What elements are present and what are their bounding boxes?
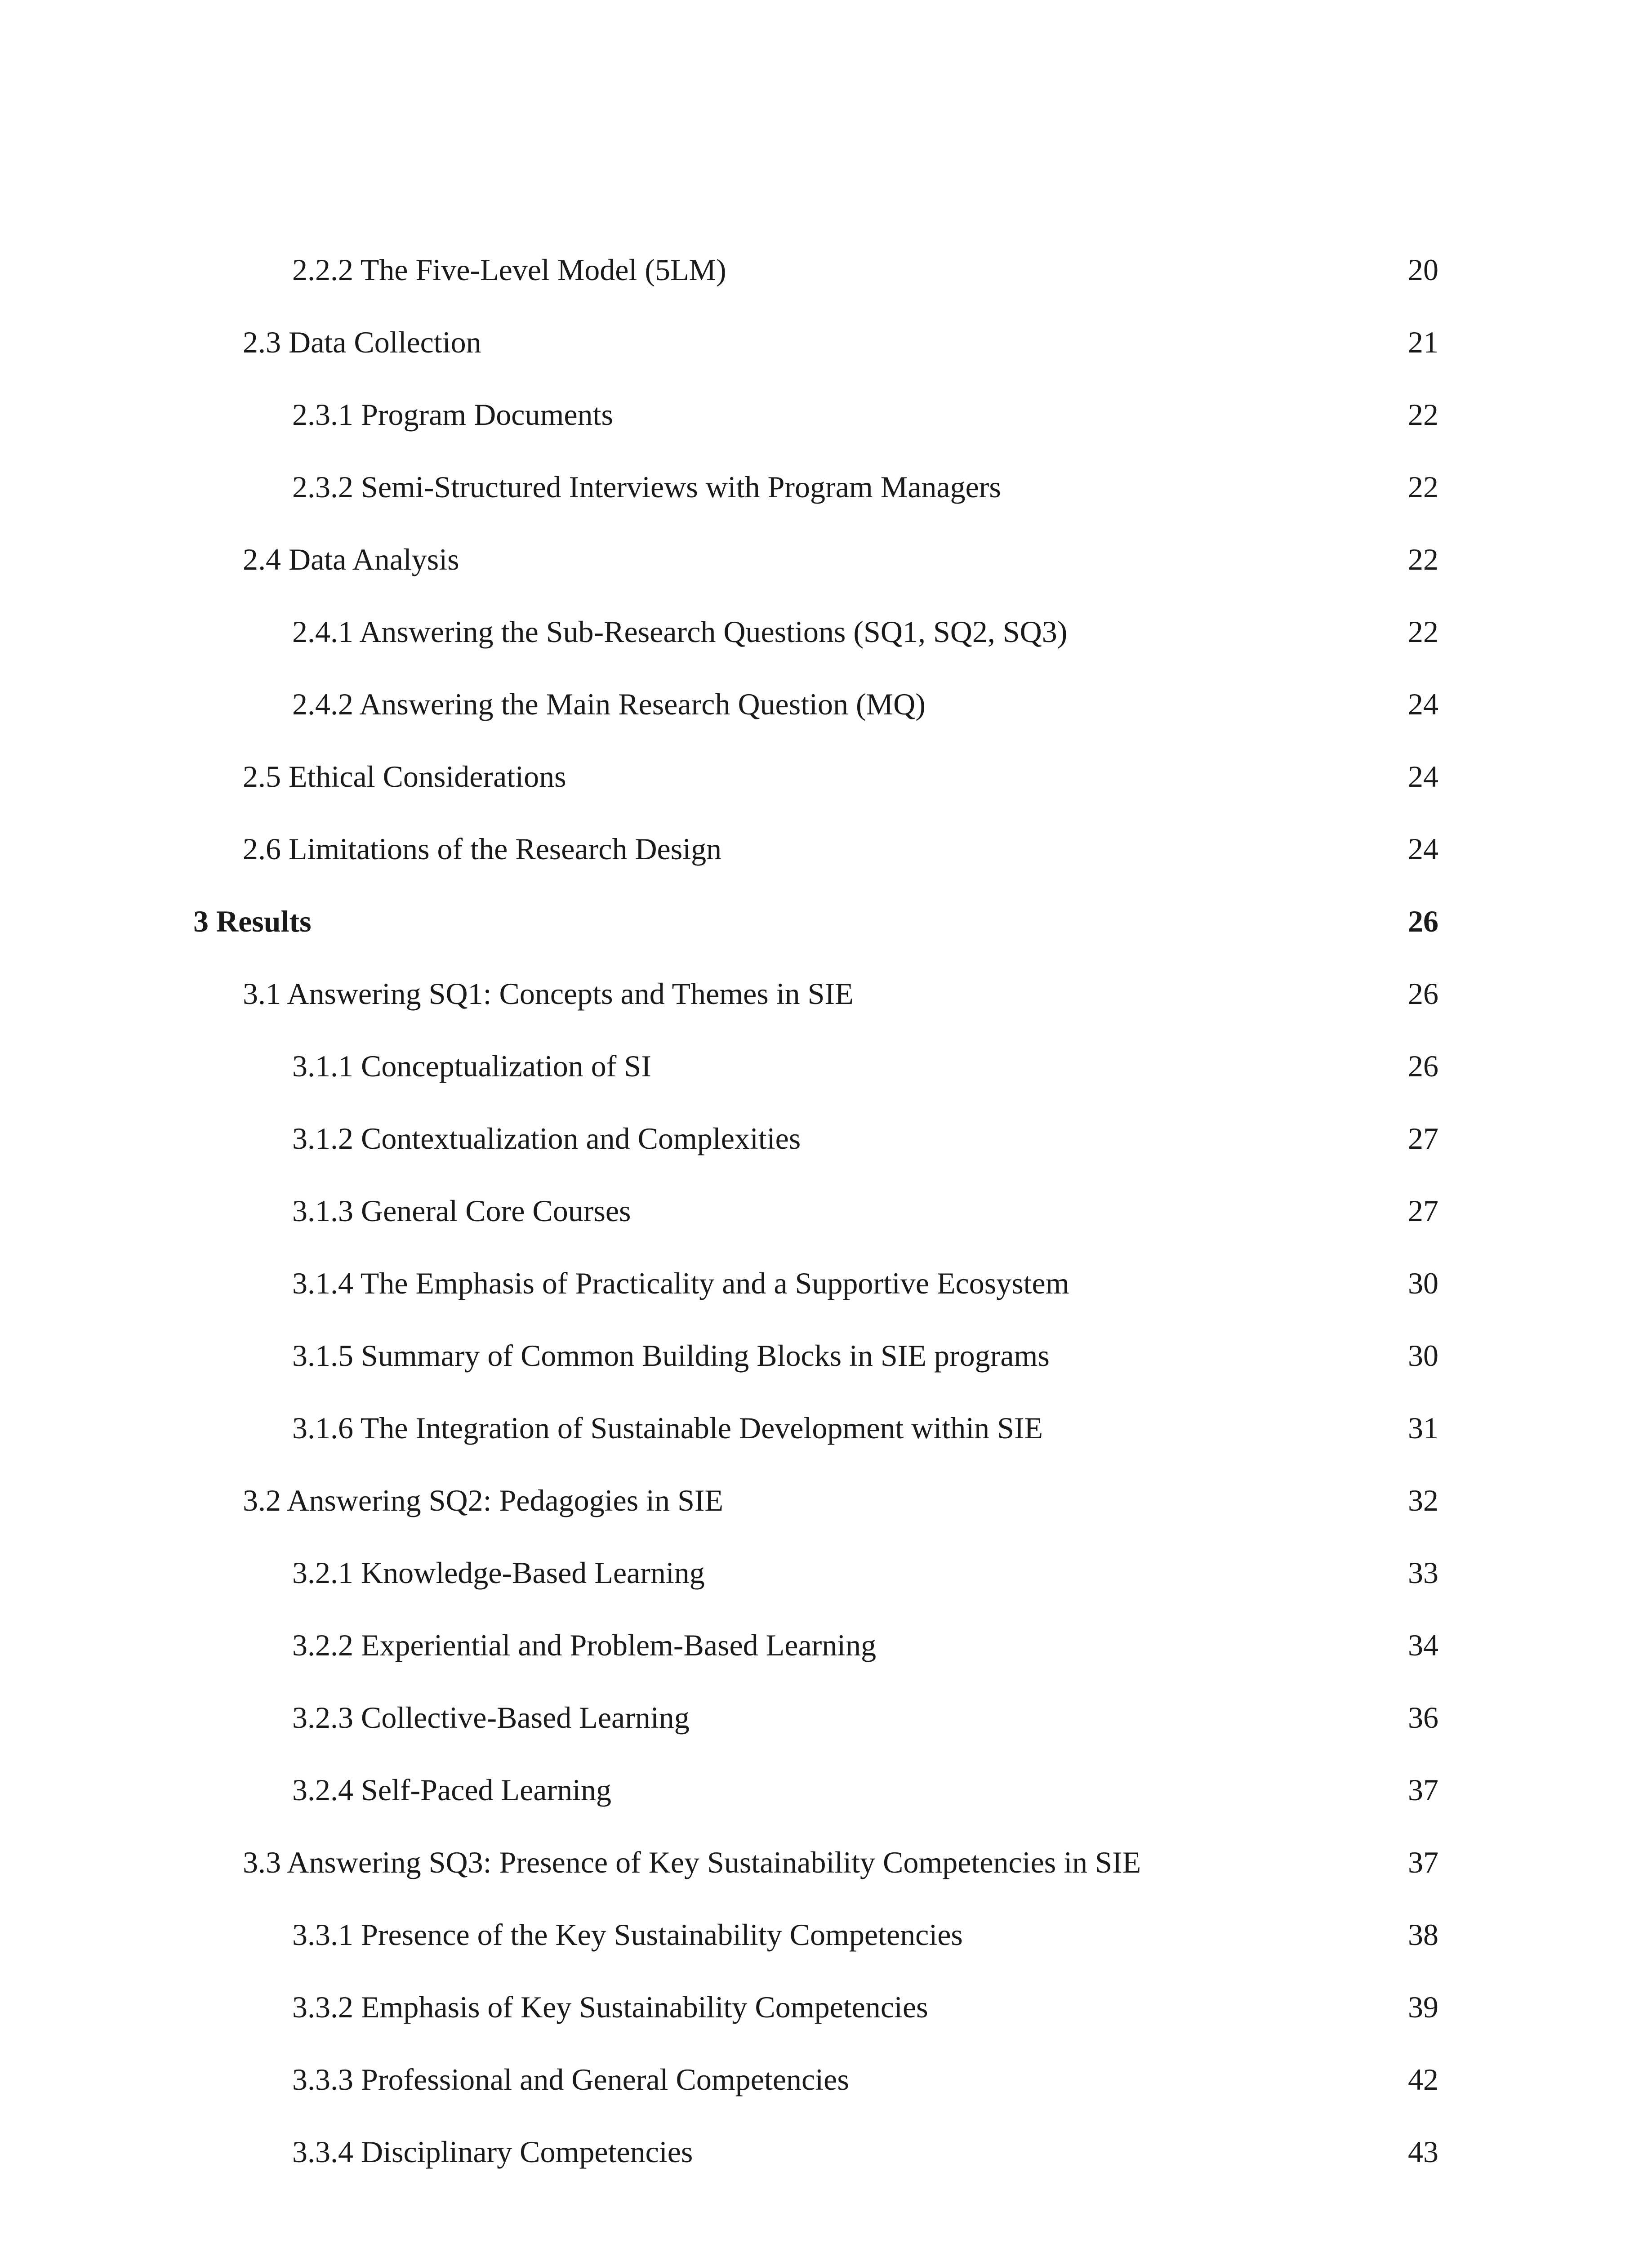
toc-entry-page-number: 22 bbox=[1408, 542, 1438, 576]
toc-entry-page-number: 24 bbox=[1408, 832, 1438, 866]
toc-entry bbox=[0, 1917, 1652, 1989]
toc-entry-title: 2.4.1 Answering the Sub-Research Questions (SQ1, SQ2, SQ3) bbox=[292, 615, 1068, 649]
toc-entry bbox=[0, 1193, 1652, 1265]
toc-entry-title: 3.1.4 The Emphasis of Practicality and a Supportive Ecosystem bbox=[292, 1266, 1069, 1300]
toc-entry bbox=[0, 324, 1652, 397]
toc-entry-page-number: 26 bbox=[1408, 904, 1438, 938]
toc-entry-page-number: 26 bbox=[1408, 977, 1438, 1011]
toc-entry-title: 2.3.2 Semi-Structured Interviews with Program Managers bbox=[292, 470, 1001, 504]
toc-entry bbox=[0, 252, 1652, 324]
toc-entry-page-number: 21 bbox=[1408, 325, 1438, 359]
toc-entry-title: 2.6 Limitations of the Research Design bbox=[243, 832, 722, 866]
toc-entry-page-number: 33 bbox=[1408, 1556, 1438, 1590]
toc-entry-page-number: 22 bbox=[1408, 397, 1438, 432]
toc-entry bbox=[0, 614, 1652, 686]
toc-entry-page-number: 22 bbox=[1408, 615, 1438, 649]
toc-entry-page-number: 24 bbox=[1408, 687, 1438, 721]
toc-entry bbox=[0, 1989, 1652, 2061]
toc-entry-title: 3.2.1 Knowledge-Based Learning bbox=[292, 1556, 705, 1590]
toc-entry-page-number: 31 bbox=[1408, 1411, 1438, 1445]
toc-entry-page-number: 27 bbox=[1408, 1194, 1438, 1228]
toc-entry-title: 3.1.5 Summary of Common Building Blocks in SIE programs bbox=[292, 1338, 1050, 1373]
toc-entry-title: 3.1.2 Contextualization and Complexities bbox=[292, 1121, 801, 1155]
toc-entry-page-number: 22 bbox=[1408, 470, 1438, 504]
toc-entry-page-number: 20 bbox=[1408, 253, 1438, 287]
toc-entry-title: 3.1.6 The Integration of Sustainable Development within SIE bbox=[292, 1411, 1043, 1445]
toc-entry-page-number: 43 bbox=[1408, 2135, 1438, 2169]
toc-entry-page-number: 24 bbox=[1408, 759, 1438, 794]
toc-entry-title: 2.3.1 Program Documents bbox=[292, 397, 613, 432]
toc-entry bbox=[0, 1410, 1652, 1482]
toc-entry-title: 3.2.2 Experiential and Problem-Based Learning bbox=[292, 1628, 877, 1662]
toc-entry bbox=[0, 1265, 1652, 1338]
toc-entry bbox=[0, 976, 1652, 1048]
toc-entry bbox=[0, 2061, 1652, 2134]
toc-entry-page-number: 27 bbox=[1408, 1121, 1438, 1155]
toc-entry bbox=[0, 541, 1652, 614]
toc-entry-title: 3.1 Answering SQ1: Concepts and Themes in SIE bbox=[243, 977, 854, 1011]
toc-entry bbox=[0, 831, 1652, 903]
toc-entry bbox=[0, 469, 1652, 541]
toc-entry bbox=[0, 903, 1652, 976]
toc-entry-title: 3.2 Answering SQ2: Pedagogies in SIE bbox=[243, 1483, 724, 1517]
toc-entry-title: 3.2.3 Collective-Based Learning bbox=[292, 1700, 690, 1735]
toc-entry-title: 2.3 Data Collection bbox=[243, 325, 481, 359]
toc-entry bbox=[0, 1772, 1652, 1844]
toc-entry-page-number: 37 bbox=[1408, 1845, 1438, 1879]
toc-entry-title: 3 Results bbox=[193, 904, 312, 938]
toc-entry bbox=[0, 397, 1652, 469]
toc-entry-title: 3.1.1 Conceptualization of SI bbox=[292, 1049, 651, 1083]
toc-entry bbox=[0, 1844, 1652, 1917]
toc-entry bbox=[0, 1338, 1652, 1410]
toc-entry-title: 2.4.2 Answering the Main Research Question (MQ) bbox=[292, 687, 926, 721]
toc-entry-title: 2.2.2 The Five-Level Model (5LM) bbox=[292, 253, 726, 287]
toc-entry-title: 3.3.1 Presence of the Key Sustainability Competencies bbox=[292, 1918, 963, 1952]
toc-entry bbox=[0, 1482, 1652, 1555]
toc-entry-page-number: 30 bbox=[1408, 1266, 1438, 1300]
toc-entry-page-number: 34 bbox=[1408, 1628, 1438, 1662]
toc-entry-title: 3.3.4 Disciplinary Competencies bbox=[292, 2135, 693, 2169]
toc-entry bbox=[0, 1699, 1652, 1772]
toc-entry-title: 3.3 Answering SQ3: Presence of Key Sustainability Competencies in SIE bbox=[243, 1845, 1141, 1879]
toc-entry-title: 3.1.3 General Core Courses bbox=[292, 1194, 631, 1228]
toc-entry-page-number: 39 bbox=[1408, 1990, 1438, 2024]
toc-entry-title: 3.2.4 Self-Paced Learning bbox=[292, 1773, 611, 1807]
toc-entry bbox=[0, 758, 1652, 831]
toc-entry bbox=[0, 1048, 1652, 1120]
toc-entry-page-number: 42 bbox=[1408, 2062, 1438, 2096]
toc-entry bbox=[0, 1627, 1652, 1699]
toc-entry bbox=[0, 2134, 1652, 2206]
toc-entry bbox=[0, 686, 1652, 758]
toc-entry-title: 3.3.3 Professional and General Competencies bbox=[292, 2062, 849, 2096]
toc-entry-title: 3.3.2 Emphasis of Key Sustainability Competencies bbox=[292, 1990, 928, 2024]
toc-entry-page-number: 26 bbox=[1408, 1049, 1438, 1083]
toc-entry-page-number: 36 bbox=[1408, 1700, 1438, 1735]
toc-entry-title: 2.5 Ethical Considerations bbox=[243, 759, 566, 794]
toc-entry-page-number: 32 bbox=[1408, 1483, 1438, 1517]
toc-entry-page-number: 37 bbox=[1408, 1773, 1438, 1807]
toc-entry-title: 2.4 Data Analysis bbox=[243, 542, 459, 576]
toc-entry bbox=[0, 1120, 1652, 1193]
table-of-contents bbox=[0, 252, 1652, 2206]
toc-entry bbox=[0, 1555, 1652, 1627]
toc-entry-page-number: 38 bbox=[1408, 1918, 1438, 1952]
toc-entry-page-number: 30 bbox=[1408, 1338, 1438, 1373]
